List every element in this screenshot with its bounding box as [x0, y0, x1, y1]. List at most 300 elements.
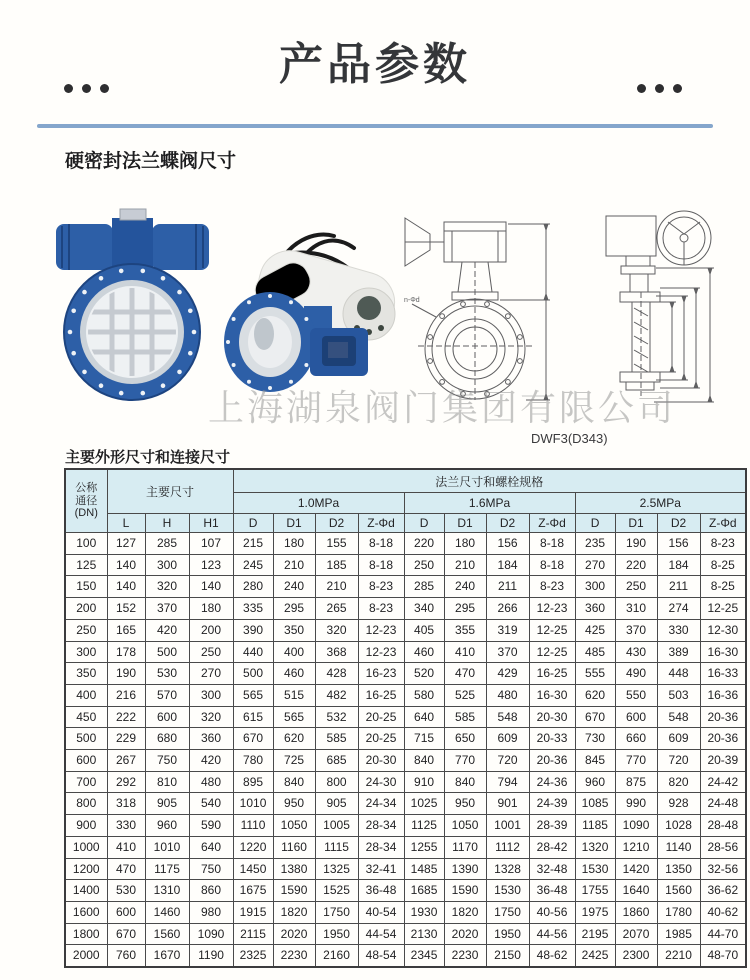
- table-row: [65, 815, 746, 837]
- table-cell: 215: [233, 533, 273, 555]
- sub-column-header: D1: [615, 514, 657, 533]
- pressure-group-header: 2.5MPa: [575, 493, 746, 514]
- table-cell: 2325: [233, 945, 273, 967]
- table-cell: 8-25: [700, 576, 746, 598]
- table-cell: 725: [273, 750, 315, 772]
- table-cell: 550: [615, 684, 657, 706]
- table-cell: 274: [657, 598, 700, 620]
- table-cell: 229: [107, 728, 145, 750]
- table-cell: 355: [444, 619, 486, 641]
- table-cell: 640: [404, 706, 444, 728]
- sub-column-header: D: [575, 514, 615, 533]
- table-row: [65, 750, 746, 772]
- table-cell: 20-30: [358, 750, 404, 772]
- table-cell: 20-36: [700, 728, 746, 750]
- table-cell: 107: [189, 533, 233, 555]
- column-header-dn: [65, 469, 107, 533]
- table-cell: 36-62: [700, 880, 746, 902]
- table-cell: 590: [189, 815, 233, 837]
- table-cell: 8-23: [358, 576, 404, 598]
- table-cell: 1860: [615, 901, 657, 923]
- table-cell: 165: [107, 619, 145, 641]
- table-cell: 1010: [145, 836, 189, 858]
- table-cell: 1930: [404, 901, 444, 923]
- table-cell: 1090: [189, 923, 233, 945]
- table-cell: 360: [575, 598, 615, 620]
- dot-icon: [637, 84, 646, 93]
- table-cell: 720: [657, 750, 700, 772]
- table-cell: 190: [107, 663, 145, 685]
- table-cell: 150: [65, 576, 107, 598]
- table-cell: 1112: [486, 836, 529, 858]
- table-cell: 565: [273, 706, 315, 728]
- table-cell: 770: [615, 750, 657, 772]
- table-row: [65, 619, 746, 641]
- table-cell: 12-25: [529, 619, 575, 641]
- table-cell: 410: [444, 641, 486, 663]
- table-cell: 895: [233, 771, 273, 793]
- table-cell: 840: [444, 771, 486, 793]
- table-cell: 400: [273, 641, 315, 663]
- table-cell: 730: [575, 728, 615, 750]
- table-cell: 265: [315, 598, 358, 620]
- table-cell: 910: [404, 771, 444, 793]
- table-cell: 320: [145, 576, 189, 598]
- table-cell: 8-18: [529, 533, 575, 555]
- table-cell: 960: [145, 815, 189, 837]
- table-cell: 24-36: [529, 771, 575, 793]
- table-cell: 300: [189, 684, 233, 706]
- dimension-table-body: [65, 533, 746, 968]
- table-row: [65, 923, 746, 945]
- table-cell: 1800: [65, 923, 107, 945]
- table-cell: 220: [404, 533, 444, 555]
- page-title: 产品参数: [279, 40, 471, 89]
- table-cell: 210: [315, 576, 358, 598]
- table-cell: 1675: [233, 880, 273, 902]
- table-cell: 20-25: [358, 706, 404, 728]
- table-cell: 1975: [575, 901, 615, 923]
- table-cell: 185: [315, 554, 358, 576]
- sub-column-header: Z-Φd: [529, 514, 575, 533]
- company-watermark: 上海湖泉阀门集团有限公司: [208, 388, 677, 429]
- table-cell: 245: [233, 554, 273, 576]
- table-cell: 180: [273, 533, 315, 555]
- table-cell: 2230: [273, 945, 315, 967]
- table-cell: 1590: [444, 880, 486, 902]
- table-cell: 180: [444, 533, 486, 555]
- table-cell: 420: [145, 619, 189, 641]
- table-cell: 1001: [486, 815, 529, 837]
- table-cell: 32-41: [358, 858, 404, 880]
- table-row: [65, 945, 746, 967]
- dn-line: 通径: [75, 494, 98, 507]
- table-row: [65, 641, 746, 663]
- table-cell: 190: [615, 533, 657, 555]
- table-cell: 500: [145, 641, 189, 663]
- table-cell: 810: [145, 771, 189, 793]
- table-cell: 20-36: [529, 750, 575, 772]
- table-cell: 16-36: [700, 684, 746, 706]
- table-cell: 127: [107, 533, 145, 555]
- table-cell: 1450: [233, 858, 273, 880]
- table-cell: 405: [404, 619, 444, 641]
- table-cell: 480: [486, 684, 529, 706]
- table-cell: 1310: [145, 880, 189, 902]
- table-cell: 1140: [657, 836, 700, 858]
- table-cell: 1005: [315, 815, 358, 837]
- accent-divider-line: [37, 124, 713, 128]
- table-cell: 360: [189, 728, 233, 750]
- table-cell: 1560: [657, 880, 700, 902]
- valve-model-label: DWF3(D343): [531, 431, 608, 446]
- table-cell: 660: [615, 728, 657, 750]
- table-cell: 12-25: [700, 598, 746, 620]
- table-cell: 770: [444, 750, 486, 772]
- table-cell: 1255: [404, 836, 444, 858]
- table-cell: 2000: [65, 945, 107, 967]
- table-cell: 16-25: [529, 663, 575, 685]
- table-cell: 2130: [404, 923, 444, 945]
- sub-column-header: Z-Φd: [700, 514, 746, 533]
- table-cell: 36-48: [529, 880, 575, 902]
- table-cell: 1600: [65, 901, 107, 923]
- table-cell: 901: [486, 793, 529, 815]
- table-cell: 8-18: [358, 554, 404, 576]
- table-cell: 12-23: [358, 641, 404, 663]
- table-cell: 16-23: [358, 663, 404, 685]
- table-cell: 600: [65, 750, 107, 772]
- table-row: [65, 663, 746, 685]
- table-cell: 609: [486, 728, 529, 750]
- table-cell: 390: [233, 619, 273, 641]
- table-cell: 680: [145, 728, 189, 750]
- table-cell: 40-54: [358, 901, 404, 923]
- table-cell: 1530: [575, 858, 615, 880]
- table-cell: 300: [145, 554, 189, 576]
- table-cell: 1028: [657, 815, 700, 837]
- table-cell: 1190: [189, 945, 233, 967]
- table-cell: 156: [486, 533, 529, 555]
- table-cell: 28-56: [700, 836, 746, 858]
- table-cell: 905: [145, 793, 189, 815]
- table-cell: 20-39: [700, 750, 746, 772]
- table-cell: 2300: [615, 945, 657, 967]
- table-cell: 266: [486, 598, 529, 620]
- table-cell: 350: [65, 663, 107, 685]
- table-cell: 44-70: [700, 923, 746, 945]
- sub-column-header: H1: [189, 514, 233, 533]
- table-cell: 211: [486, 576, 529, 598]
- table-cell: 500: [65, 728, 107, 750]
- table-cell: 540: [189, 793, 233, 815]
- table-cell: 235: [575, 533, 615, 555]
- table-cell: 530: [107, 880, 145, 902]
- subcol-header-row: [65, 514, 746, 533]
- table-row: [65, 771, 746, 793]
- table-cell: 28-48: [700, 815, 746, 837]
- table-cell: 210: [444, 554, 486, 576]
- table-cell: 460: [404, 641, 444, 663]
- table-cell: 100: [65, 533, 107, 555]
- table-cell: 750: [189, 858, 233, 880]
- table-cell: 20-25: [358, 728, 404, 750]
- table-cell: 2115: [233, 923, 273, 945]
- table-cell: 156: [657, 533, 700, 555]
- table-cell: 485: [575, 641, 615, 663]
- table-cell: 16-30: [529, 684, 575, 706]
- table-cell: 370: [615, 619, 657, 641]
- table-cell: 152: [107, 598, 145, 620]
- table-cell: 905: [315, 793, 358, 815]
- table-cell: 270: [189, 663, 233, 685]
- dot-icon: [655, 84, 664, 93]
- table-cell: 267: [107, 750, 145, 772]
- table-cell: 280: [233, 576, 273, 598]
- table-cell: 2160: [315, 945, 358, 967]
- table-cell: 548: [486, 706, 529, 728]
- table-cell: 1530: [486, 880, 529, 902]
- sub-column-header: H: [145, 514, 189, 533]
- table-cell: 620: [273, 728, 315, 750]
- table-row: [65, 533, 746, 555]
- table-cell: 800: [315, 771, 358, 793]
- table-cell: 2425: [575, 945, 615, 967]
- table-cell: 429: [486, 663, 529, 685]
- table-cell: 875: [615, 771, 657, 793]
- table-cell: 585: [444, 706, 486, 728]
- table-cell: 820: [657, 771, 700, 793]
- table-cell: 24-48: [700, 793, 746, 815]
- table-cell: 125: [65, 554, 107, 576]
- table-cell: 211: [657, 576, 700, 598]
- table-cell: 670: [575, 706, 615, 728]
- table-cell: 425: [575, 619, 615, 641]
- table-cell: 1685: [404, 880, 444, 902]
- table-cell: 2195: [575, 923, 615, 945]
- table-cell: 340: [404, 598, 444, 620]
- sub-column-header: Z-Φd: [358, 514, 404, 533]
- table-cell: 368: [315, 641, 358, 663]
- table-cell: 750: [145, 750, 189, 772]
- table-cell: 525: [444, 684, 486, 706]
- table-cell: 900: [65, 815, 107, 837]
- table-cell: 500: [233, 663, 273, 685]
- table-cell: 12-23: [529, 598, 575, 620]
- table-cell: 32-48: [529, 858, 575, 880]
- table-cell: 1820: [444, 901, 486, 923]
- table-cell: 950: [273, 793, 315, 815]
- table-cell: 370: [145, 598, 189, 620]
- table-cell: 292: [107, 771, 145, 793]
- table-cell: 300: [575, 576, 615, 598]
- table-cell: 184: [486, 554, 529, 576]
- column-group-flange: 法兰尺寸和螺栓规格: [233, 469, 746, 493]
- table-cell: 123: [189, 554, 233, 576]
- table-cell: 20-30: [529, 706, 575, 728]
- table-cell: 1755: [575, 880, 615, 902]
- table-cell: 8-18: [529, 554, 575, 576]
- sub-column-header: D2: [657, 514, 700, 533]
- table-cell: 990: [615, 793, 657, 815]
- table-cell: 140: [189, 576, 233, 598]
- table-cell: 335: [233, 598, 273, 620]
- table-cell: 178: [107, 641, 145, 663]
- table-cell: 20-33: [529, 728, 575, 750]
- column-group-main-dims: 主要尺寸: [107, 469, 233, 514]
- table-cell: 200: [65, 598, 107, 620]
- table-cell: 350: [273, 619, 315, 641]
- table-cell: 1110: [233, 815, 273, 837]
- table-cell: 420: [189, 750, 233, 772]
- table-cell: 2070: [615, 923, 657, 945]
- dn-line: 公称: [75, 481, 98, 494]
- table-cell: 48-70: [700, 945, 746, 967]
- table-cell: 285: [404, 576, 444, 598]
- table-cell: 1125: [404, 815, 444, 837]
- table-cell: 448: [657, 663, 700, 685]
- table-cell: 1000: [65, 836, 107, 858]
- table-cell: 1328: [486, 858, 529, 880]
- table-cell: 8-23: [358, 598, 404, 620]
- table-cell: 860: [189, 880, 233, 902]
- table-cell: 482: [315, 684, 358, 706]
- table-cell: 650: [444, 728, 486, 750]
- table-cell: 310: [615, 598, 657, 620]
- table-cell: 1820: [273, 901, 315, 923]
- table-cell: 8-23: [700, 533, 746, 555]
- sub-column-header: D: [404, 514, 444, 533]
- table-cell: 16-30: [700, 641, 746, 663]
- table-cell: 1950: [315, 923, 358, 945]
- table-cell: 16-25: [358, 684, 404, 706]
- table-cell: 609: [657, 728, 700, 750]
- table-cell: 720: [486, 750, 529, 772]
- table-cell: 1170: [444, 836, 486, 858]
- table-cell: 1175: [145, 858, 189, 880]
- svg-text:n-Φd: n-Φd: [404, 297, 420, 304]
- table-cell: 222: [107, 706, 145, 728]
- table-cell: 12-30: [700, 619, 746, 641]
- table-row: [65, 858, 746, 880]
- table-cell: 840: [404, 750, 444, 772]
- table-cell: 300: [65, 641, 107, 663]
- table-cell: 370: [486, 641, 529, 663]
- table-cell: 600: [615, 706, 657, 728]
- table-cell: 220: [615, 554, 657, 576]
- table-cell: 1780: [657, 901, 700, 923]
- table-cell: 1050: [273, 815, 315, 837]
- table-cell: 470: [444, 663, 486, 685]
- table-cell: 28-39: [529, 815, 575, 837]
- table-cell: 28-34: [358, 836, 404, 858]
- decorative-dots-right: [637, 84, 682, 93]
- table-cell: 295: [273, 598, 315, 620]
- table-cell: 794: [486, 771, 529, 793]
- sub-column-header: D1: [273, 514, 315, 533]
- table-cell: 140: [107, 576, 145, 598]
- table-cell: 8-18: [358, 533, 404, 555]
- table-cell: 600: [107, 901, 145, 923]
- section-subtitle: 硬密封法兰蝶阀尺寸: [65, 151, 237, 172]
- table-cell: 24-34: [358, 793, 404, 815]
- table-cell: 800: [65, 793, 107, 815]
- dot-icon: [673, 84, 682, 93]
- sub-column-header: D1: [444, 514, 486, 533]
- table-cell: 250: [404, 554, 444, 576]
- table-cell: 565: [233, 684, 273, 706]
- electric-butterfly-valve-photo: [218, 224, 398, 396]
- table-cell: 1640: [615, 880, 657, 902]
- table-cell: 270: [575, 554, 615, 576]
- table-cell: 580: [404, 684, 444, 706]
- table-cell: 1390: [444, 858, 486, 880]
- table-cell: 515: [273, 684, 315, 706]
- table-row: [65, 598, 746, 620]
- table-cell: 1210: [615, 836, 657, 858]
- table-cell: 8-23: [529, 576, 575, 598]
- table-cell: 1560: [145, 923, 189, 945]
- table-cell: 140: [107, 554, 145, 576]
- table-cell: 240: [273, 576, 315, 598]
- table-cell: 845: [575, 750, 615, 772]
- table-cell: 44-54: [358, 923, 404, 945]
- table-cell: 520: [404, 663, 444, 685]
- table-cell: 450: [65, 706, 107, 728]
- table-cell: 1400: [65, 880, 107, 902]
- table-cell: 40-56: [529, 901, 575, 923]
- table-cell: 960: [575, 771, 615, 793]
- table-row: [65, 793, 746, 815]
- table-cell: 2020: [444, 923, 486, 945]
- pneumatic-butterfly-valve-photo: [50, 208, 215, 403]
- table-cell: 2345: [404, 945, 444, 967]
- table-cell: 1185: [575, 815, 615, 837]
- table-cell: 32-56: [700, 858, 746, 880]
- table-cell: 620: [575, 684, 615, 706]
- table-cell: 585: [315, 728, 358, 750]
- table-cell: 389: [657, 641, 700, 663]
- table-cell: 1590: [273, 880, 315, 902]
- table-cell: 330: [657, 619, 700, 641]
- table-cell: 570: [145, 684, 189, 706]
- table-cell: 928: [657, 793, 700, 815]
- table-cell: 155: [315, 533, 358, 555]
- table-cell: 1750: [486, 901, 529, 923]
- table-row: [65, 880, 746, 902]
- table-cell: 1950: [486, 923, 529, 945]
- table-cell: 319: [486, 619, 529, 641]
- table-cell: 715: [404, 728, 444, 750]
- table-cell: 1220: [233, 836, 273, 858]
- table-cell: 36-48: [358, 880, 404, 902]
- table-cell: 24-30: [358, 771, 404, 793]
- table-cell: 980: [189, 901, 233, 923]
- table-cell: 503: [657, 684, 700, 706]
- table-cell: 16-33: [700, 663, 746, 685]
- table-cell: 670: [107, 923, 145, 945]
- table-cell: 615: [233, 706, 273, 728]
- table-cell: 1010: [233, 793, 273, 815]
- table-cell: 1915: [233, 901, 273, 923]
- table-row: [65, 554, 746, 576]
- table-cell: 285: [145, 533, 189, 555]
- table-cell: 780: [233, 750, 273, 772]
- table-cell: 2020: [273, 923, 315, 945]
- table-cell: 250: [615, 576, 657, 598]
- table-cell: 1160: [273, 836, 315, 858]
- table-cell: 180: [189, 598, 233, 620]
